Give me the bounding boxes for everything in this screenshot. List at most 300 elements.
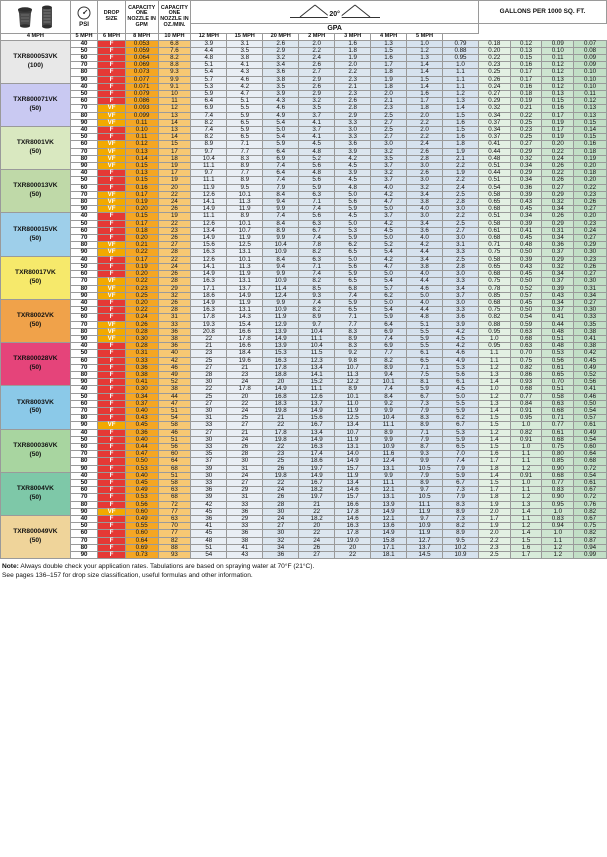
drop-size-badge: VF	[98, 191, 125, 198]
gallons-per-1000sqft-value: 0.26	[574, 263, 607, 270]
table-row	[1, 415, 607, 422]
gallons-per-1000sqft-value: 0.18	[510, 91, 542, 98]
gallons-per-1000sqft-value: 0.27	[574, 299, 607, 306]
gpa-value: 1.8	[371, 69, 407, 76]
capacity-ozmin-value: 68	[158, 494, 191, 501]
gallons-per-1000sqft-value: 0.29	[542, 191, 574, 198]
gpa-value: 6.5	[443, 443, 479, 450]
table-row	[1, 76, 607, 83]
gpa-value: 13.4	[335, 422, 371, 429]
table-row	[1, 443, 607, 450]
capacity-ozmin-value: 46	[158, 364, 191, 371]
capacity-ozmin-value: 31	[158, 314, 191, 321]
gpa-value: 20	[227, 393, 263, 400]
gpa-value: 6.5	[335, 249, 371, 256]
footnote-line2: See pages 136–157 for drop size classification, useful formulas and other information.	[2, 572, 253, 580]
psi-value: 90	[70, 508, 97, 515]
gpa-value: 5.3	[191, 83, 227, 90]
drop-size-badge: F	[98, 184, 125, 191]
mph-2-gal: 2 MPH	[299, 34, 335, 41]
gpa-value: 4.3	[263, 98, 299, 105]
drop-size-badge: VF	[98, 141, 125, 148]
drop-size-badge: F	[98, 379, 125, 386]
gallons-per-1000sqft-value: 0.34	[510, 163, 542, 170]
gallons-per-1000sqft-value: 1.4	[478, 472, 510, 479]
capacity-ozmin-value: 77	[158, 530, 191, 537]
gallons-per-1000sqft-value: 0.34	[510, 177, 542, 184]
gallons-per-1000sqft-value: 1.7	[478, 487, 510, 494]
gpa-value: 12.1	[371, 487, 407, 494]
nozzle-pack-qty: (50)	[29, 234, 42, 242]
gallons-per-1000sqft-value: 0.71	[478, 242, 510, 249]
nozzle-pack-qty: (50)	[29, 321, 42, 329]
gallons-per-1000sqft-value: 0.20	[542, 141, 574, 148]
gallons-per-1000sqft-value: 0.25	[510, 134, 542, 141]
gpa-value: 14.9	[263, 335, 299, 342]
gallons-per-1000sqft-value: 0.82	[510, 364, 542, 371]
psi-value: 40	[70, 343, 97, 350]
gallons-per-1000sqft-value: 0.90	[542, 465, 574, 472]
gpa-value: 4.6	[407, 285, 443, 292]
nozzle-name: TXR8002VK	[16, 312, 54, 320]
gpa-value: 2.2	[443, 177, 479, 184]
gpa-value: 6.7	[299, 227, 335, 234]
gpa-value: 14.9	[191, 235, 227, 242]
gpa-value: 28	[227, 451, 263, 458]
gpa-value: 12.6	[191, 220, 227, 227]
gpa-value: 4.2	[443, 343, 479, 350]
gpa-value: 11.9	[227, 271, 263, 278]
drop-size-badge: VF	[98, 105, 125, 112]
nozzle-pack-qty: (100)	[27, 61, 44, 69]
gpa-value: 11.9	[227, 206, 263, 213]
gpa-value: 3.9	[335, 148, 371, 155]
gpa-value: 3.4	[407, 220, 443, 227]
table-row	[1, 184, 607, 191]
gpa-value: 16.6	[227, 328, 263, 335]
gallons-per-1000sqft-value: 0.37	[478, 119, 510, 126]
psi-value: 40	[70, 40, 97, 47]
mph-6-gpa: 6 MPH	[98, 34, 125, 41]
gpa-value: 6.9	[371, 328, 407, 335]
gallons-per-1000sqft-value: 0.50	[574, 400, 607, 407]
table-row	[1, 516, 607, 523]
gallons-per-1000sqft-value: 1.2	[510, 465, 542, 472]
psi-value: 60	[70, 141, 97, 148]
gpa-value: 1.7	[407, 98, 443, 105]
table-row	[1, 335, 607, 342]
gpa-value: 5.2	[371, 242, 407, 249]
psi-value: 80	[70, 544, 97, 551]
gpa-value: 51	[191, 544, 227, 551]
gpa-value: 1.2	[407, 47, 443, 54]
gallons-per-1000sqft-value: 0.49	[574, 364, 607, 371]
gallons-per-1000sqft-value: 0.75	[542, 443, 574, 450]
capacity-gpm-value: 0.31	[125, 350, 158, 357]
gpa-value: 33	[227, 523, 263, 530]
gpa-value: 24	[263, 487, 299, 494]
gpa-value: 22	[263, 479, 299, 486]
gpa-value: 2.1	[443, 155, 479, 162]
gallons-per-1000sqft-value: 0.34	[542, 299, 574, 306]
gallons-per-1000sqft-value: 1.0	[510, 422, 542, 429]
gpa-value: 31	[227, 494, 263, 501]
drop-size-badge: F	[98, 134, 125, 141]
gpa-value: 18.3	[263, 400, 299, 407]
table-row	[1, 199, 607, 206]
gallons-per-1000sqft-value: 0.26	[574, 199, 607, 206]
gpa-value: 9.9	[371, 407, 407, 414]
capacity-gpm-value: 0.064	[125, 55, 158, 62]
gpa-value: 1.7	[371, 62, 407, 69]
gpa-value: 36	[263, 552, 299, 559]
gpa-value: 10.1	[227, 220, 263, 227]
table-row	[1, 83, 607, 90]
gpa-value: 7.1	[299, 263, 335, 270]
gpa-value: 19.7	[299, 465, 335, 472]
capacity-ozmin-value: 24	[158, 199, 191, 206]
drop-size-badge: F	[98, 69, 125, 76]
gpa-value: 22	[299, 530, 335, 537]
gpa-value: 7.7	[371, 350, 407, 357]
gallons-per-1000sqft-value: 0.83	[542, 487, 574, 494]
gpa-value: 8.2	[191, 134, 227, 141]
gpa-value: 8.5	[299, 285, 335, 292]
capacity-gpm-value: 0.13	[125, 170, 158, 177]
gpa-value: 5.4	[371, 278, 407, 285]
gpa-value: 7.8	[299, 242, 335, 249]
gpa-value: 6.8	[335, 285, 371, 292]
table-row	[1, 134, 607, 141]
gpa-value: 11.1	[407, 501, 443, 508]
gallons-per-1000sqft-value: 0.34	[542, 235, 574, 242]
gallons-per-1000sqft-value: 0.48	[478, 155, 510, 162]
gpa-value: 5.5	[407, 343, 443, 350]
drop-size-badge: VF	[98, 335, 125, 342]
table-row	[1, 407, 607, 414]
capacity-ozmin-value: 26	[158, 235, 191, 242]
gpa-value: 9.3	[407, 451, 443, 458]
gpa-value: 14.1	[191, 263, 227, 270]
psi-value: 50	[70, 47, 97, 54]
psi-value: 90	[70, 552, 97, 559]
psi-value: 50	[70, 263, 97, 270]
gpa-value: 14.9	[371, 530, 407, 537]
gpa-value: 0.88	[443, 47, 479, 54]
drop-size-badge: F	[98, 40, 125, 47]
gpa-value: 1.3	[443, 98, 479, 105]
psi-value: 70	[70, 105, 97, 112]
gpa-value: 29	[227, 487, 263, 494]
gpa-value: 22	[263, 422, 299, 429]
capacity-gpm-value: 0.079	[125, 91, 158, 98]
psi-value: 80	[70, 112, 97, 119]
capacity-gpm-value: 0.44	[125, 443, 158, 450]
gallons-per-1000sqft-value: 1.1	[510, 451, 542, 458]
drop-size-badge: VF	[98, 321, 125, 328]
gpa-value: 39	[191, 494, 227, 501]
capacity-ozmin-value: 54	[158, 415, 191, 422]
nozzle-name: TXR800053VK	[13, 52, 58, 60]
gpa-value: 6.1	[443, 379, 479, 386]
gpa-value: 17.4	[299, 451, 335, 458]
gpa-value: 3.0	[407, 163, 443, 170]
gallons-per-1000sqft-value: 0.31	[542, 227, 574, 234]
drop-size-badge: F	[98, 220, 125, 227]
drop-size-badge: F	[98, 177, 125, 184]
gpa-value: 5.5	[407, 328, 443, 335]
gallons-per-1000sqft-value: 0.32	[542, 263, 574, 270]
gpa-value: 5.9	[443, 472, 479, 479]
gallons-per-1000sqft-value: 0.34	[478, 112, 510, 119]
gpa-value: 27	[191, 400, 227, 407]
gpa-value: 13.7	[299, 400, 335, 407]
gpa-value: 22	[299, 508, 335, 515]
gpa-value: 39	[191, 465, 227, 472]
gpa-value: 2.4	[299, 55, 335, 62]
gpa-value: 27	[263, 523, 299, 530]
gpa-value: 1.9	[443, 170, 479, 177]
gallons-per-1000sqft-value: 0.29	[574, 242, 607, 249]
table-row	[1, 364, 607, 371]
gallons-per-1000sqft-value: 0.43	[510, 263, 542, 270]
gpa-value: 3.1	[227, 40, 263, 47]
table-row	[1, 386, 607, 393]
gpa-value: 5.7	[371, 285, 407, 292]
table-row	[1, 465, 607, 472]
gpa-value: 6.7	[443, 479, 479, 486]
gpa-value: 10.7	[227, 227, 263, 234]
gpa-value: 2.2	[443, 163, 479, 170]
gpa-value: 8.9	[191, 141, 227, 148]
capacity-ozmin-value: 42	[158, 357, 191, 364]
gpa-value: 1.2	[443, 91, 479, 98]
gallons-per-1000sqft-value: 0.95	[478, 343, 510, 350]
gallons-per-1000sqft-value: 0.16	[574, 141, 607, 148]
capacity-gpm-value: 0.73	[125, 552, 158, 559]
gpa-value: 13.9	[263, 343, 299, 350]
nozzle-name: TXR8003VK	[16, 398, 54, 406]
capacity-ozmin-value: 27	[158, 242, 191, 249]
gpa-value: 21	[227, 429, 263, 436]
gpa-value: 10.1	[371, 379, 407, 386]
gpa-value: 17.8	[335, 530, 371, 537]
nozzle-label-cell	[1, 386, 71, 429]
gallons-per-1000sqft-value: 0.44	[542, 321, 574, 328]
capacity-ozmin-value: 17	[158, 170, 191, 177]
gpa-value: 26	[227, 443, 263, 450]
gallons-per-1000sqft-value: 0.12	[542, 83, 574, 90]
gallons-per-1000sqft-value: 0.19	[510, 98, 542, 105]
drop-size-badge: F	[98, 465, 125, 472]
table-row	[1, 213, 607, 220]
table-row	[1, 307, 607, 314]
gpa-value: 2.2	[335, 69, 371, 76]
gpa-value: 2.1	[335, 83, 371, 90]
gpa-value: 1.6	[443, 119, 479, 126]
drop-size-badge: F	[98, 530, 125, 537]
gpa-value: 13.1	[371, 494, 407, 501]
capacity-gpm-value: 0.53	[125, 465, 158, 472]
gallons-per-1000sqft-value: 1.4	[478, 436, 510, 443]
gallons-per-1000sqft-value: 0.53	[542, 350, 574, 357]
gpa-value: 13.4	[299, 364, 335, 371]
gallons-per-1000sqft-value: 0.50	[510, 278, 542, 285]
capacity-gpm-value: 0.23	[125, 285, 158, 292]
gpa-value: 3.8	[407, 199, 443, 206]
gpa-value: 24	[263, 516, 299, 523]
gallons-per-1000sqft-value: 0.25	[510, 119, 542, 126]
gpa-value: 3.5	[371, 155, 407, 162]
psi-value: 60	[70, 487, 97, 494]
gpa-value: 10.7	[335, 364, 371, 371]
gallons-per-1000sqft-value: 0.94	[574, 544, 607, 551]
gallons-per-1000sqft-value: 0.33	[574, 314, 607, 321]
capacity-ozmin-value: 44	[158, 393, 191, 400]
nozzle-name: TXR80017VK	[15, 268, 56, 276]
gallons-per-1000sqft-value: 0.77	[542, 479, 574, 486]
drop-size-badge: F	[98, 47, 125, 54]
table-row	[1, 321, 607, 328]
gpa-value: 41	[191, 523, 227, 530]
gallons-per-1000sqft-value: 0.61	[574, 479, 607, 486]
table-row	[1, 235, 607, 242]
gallons-per-1000sqft-value: 0.11	[542, 55, 574, 62]
psi-value: 40	[70, 472, 97, 479]
drop-size-badge: F	[98, 443, 125, 450]
capacity-ozmin-value: 28	[158, 249, 191, 256]
gpa-value: 2.8	[335, 105, 371, 112]
psi-value: 70	[70, 494, 97, 501]
gpa-value: 5.6	[299, 213, 335, 220]
capacity-gpm-value: 0.56	[125, 501, 158, 508]
gallons-per-1000sqft-value: 0.22	[542, 170, 574, 177]
psi-value: 50	[70, 91, 97, 98]
gallons-per-1000sqft-value: 0.22	[542, 148, 574, 155]
gpa-value: 19.8	[263, 407, 299, 414]
gallons-per-1000sqft-value: 1.3	[478, 371, 510, 378]
table-row	[1, 328, 607, 335]
gallons-per-1000sqft-value: 0.45	[510, 235, 542, 242]
capacity-ozmin-value: 14	[158, 134, 191, 141]
psi-value: 40	[70, 299, 97, 306]
table-row	[1, 357, 607, 364]
capacity-gpm-value: 0.33	[125, 357, 158, 364]
table-row	[1, 350, 607, 357]
gpa-value: 22	[227, 400, 263, 407]
gallons-per-1000sqft-value: 0.68	[574, 458, 607, 465]
gallons-per-1000sqft-value: 0.67	[574, 516, 607, 523]
gpa-value: 9.4	[263, 199, 299, 206]
gallons-per-1000sqft-value: 0.82	[478, 314, 510, 321]
capacity-ozmin-value: 82	[158, 537, 191, 544]
psi-value: 60	[70, 227, 97, 234]
capacity-gpm-value: 0.16	[125, 184, 158, 191]
gallons-per-1000sqft-value: 1.3	[510, 501, 542, 508]
table-row	[1, 544, 607, 551]
gpa-value: 7.1	[407, 429, 443, 436]
gpa-value: 13.1	[227, 249, 263, 256]
drop-size-badge: F	[98, 371, 125, 378]
gallons-per-1000sqft-value: 0.32	[510, 155, 542, 162]
gallons-per-1000sqft-value: 0.51	[478, 177, 510, 184]
table-row	[1, 479, 607, 486]
capacity-ozmin-value: 9.3	[158, 69, 191, 76]
gallons-per-1000sqft-value: 0.39	[510, 220, 542, 227]
gpa-value: 14.6	[335, 487, 371, 494]
gallons-per-1000sqft-value: 0.27	[478, 91, 510, 98]
gallons-per-1000sqft-value: 0.44	[478, 170, 510, 177]
capacity-ozmin-value: 33	[158, 321, 191, 328]
gallons-per-1000sqft-value: 1.0	[542, 508, 574, 515]
gallons-per-1000sqft-value: 0.51	[478, 163, 510, 170]
gpa-value: 8.2	[191, 119, 227, 126]
nozzle-name: TXR8004VK	[16, 485, 54, 492]
gpa-value: 3.0	[443, 235, 479, 242]
gpa-value: 8.3	[407, 415, 443, 422]
gpa-value: 4.0	[407, 235, 443, 242]
gpa-value: 2.3	[335, 91, 371, 98]
capacity-gpm-value: 0.19	[125, 199, 158, 206]
capacity-gpm-value: 0.36	[125, 364, 158, 371]
table-row	[1, 141, 607, 148]
gpa-value: 35	[191, 451, 227, 458]
gpa-value: 7.9	[407, 407, 443, 414]
gallons-per-1000sqft-value: 0.61	[542, 429, 574, 436]
gpa-value: 5.3	[335, 227, 371, 234]
table-row	[1, 170, 607, 177]
gallons-per-1000sqft-value: 0.58	[542, 393, 574, 400]
gpa-value: 1.5	[371, 47, 407, 54]
gpa-value: 22	[335, 552, 371, 559]
gpa-value: 1.1	[443, 76, 479, 83]
gpa-value: 4.5	[443, 386, 479, 393]
gpa-value: 12.1	[371, 516, 407, 523]
gpa-value: 6.9	[191, 105, 227, 112]
gallons-per-1000sqft-value: 0.54	[574, 472, 607, 479]
drop-size-badge: F	[98, 429, 125, 436]
gpa-value: 8.3	[443, 501, 479, 508]
drop-size-badge: F	[98, 76, 125, 83]
psi-value: 80	[70, 371, 97, 378]
gallons-per-1000sqft-value: 0.68	[478, 206, 510, 213]
drop-size-badge: F	[98, 516, 125, 523]
psi-value: 80	[70, 328, 97, 335]
gallons-per-1000sqft-value: 0.91	[510, 436, 542, 443]
gpa-value: 5.9	[407, 386, 443, 393]
capacity-gpm-value: 0.60	[125, 508, 158, 515]
gpa-value: 9.2	[335, 350, 371, 357]
drop-size-badge: F	[98, 400, 125, 407]
gpa-value: 30	[191, 379, 227, 386]
gpa-value: 11.9	[407, 508, 443, 515]
nozzle-pack-qty: (50)	[29, 493, 42, 501]
psi-header-cell	[70, 1, 97, 34]
gpa-value: 2.2	[299, 47, 335, 54]
gpa-value: 11.3	[227, 199, 263, 206]
drop-size-badge: F	[98, 263, 125, 270]
capacity-gpm-value: 0.11	[125, 119, 158, 126]
gpa-value: 2.4	[443, 184, 479, 191]
gpa-value: 30	[263, 530, 299, 537]
gallons-per-1000sqft-value: 0.85	[542, 458, 574, 465]
gpa-value: 5.0	[371, 299, 407, 306]
gpa-value: 5.0	[371, 206, 407, 213]
gpa-value: 4.5	[335, 213, 371, 220]
gpa-value: 28	[191, 371, 227, 378]
gpa-value: 2.0	[407, 112, 443, 119]
drop-size-badge: F	[98, 91, 125, 98]
